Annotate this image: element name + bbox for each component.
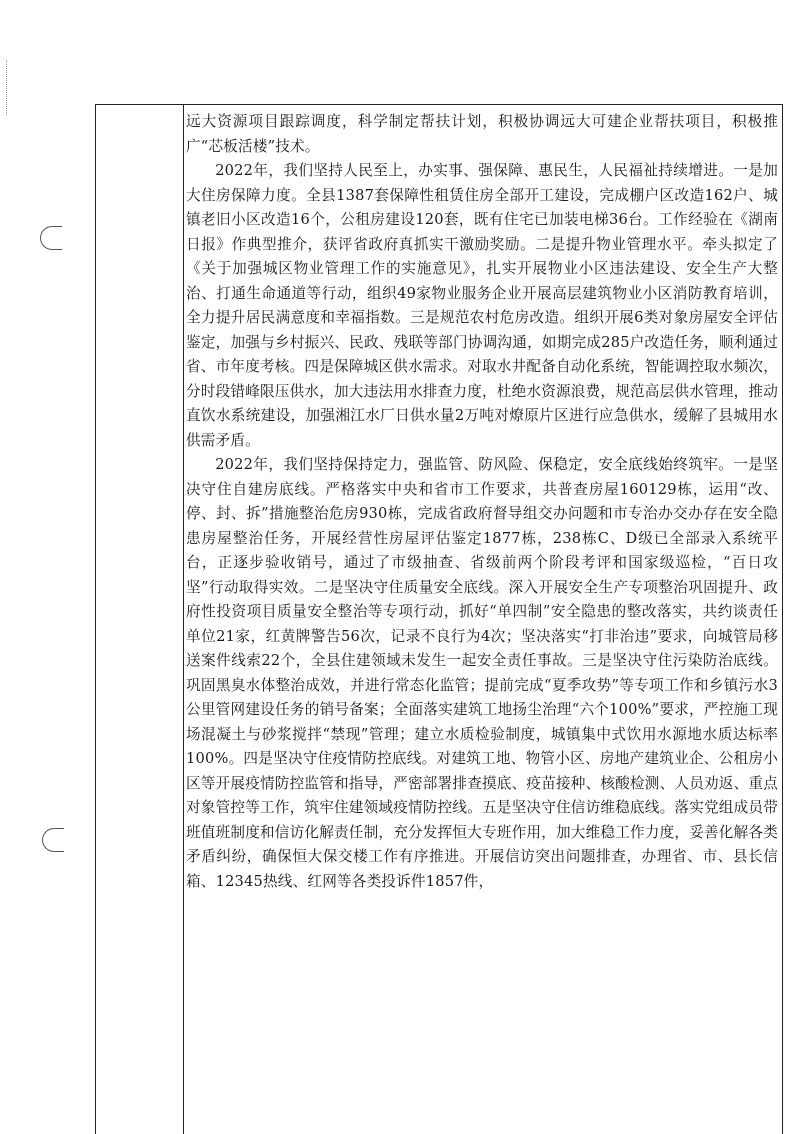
scan-margin-marks (6, 60, 11, 115)
binding-hole-top (40, 226, 62, 250)
document-body (186, 110, 778, 894)
column-divider (183, 104, 184, 1134)
paragraph-housing-security: 2022年，我们坚持人民至上，办实事、强保障、惠民生，人民福祉持续增进。一是加大住房保障力度。全县1387套保障性租赁住房全部开工建设，完成棚户区改造162户、城镇老旧小区改造16个，公租房建设120套，既有住宅已加装电梯36台。工作经验在《湖南日报》作典型推介，获评省政府真抓实干激励奖励。二是提升物业管理水平。牵头拟定了《关于加强城区物业管理工作的实施意见》，扎实开展物业小区违法建设、安全生产大整治、打通生命通道等行动，组织49家物业服务企业开展高层建筑物业小区消防教育培训，全力提升居民满意度和幸福指数。三是规范农村危房改造。组织开展6类对象房屋安全评估鉴定，加强与乡村振兴、民政、残联等部门协调沟通，如期完成285户改造任务，顺利通过省、市年度考核。四是保障城区供水需求。对取水井配备自动化系统，智能调控取水频次，分时段错峰限压供水，加大违法用水排查力度，杜绝水资源浪费，规范高层供水管理，推动直饮水系统建设，加强湘江水厂日供水量2万吨对燎原片区进行应急供水，缓解了县城用水供需矛盾。 (186, 162, 778, 449)
paragraph-safety-bottom-line: 2022年，我们坚持保持定力，强监管、防风险、保稳定，安全底线始终筑牢。一是坚决守住自建房底线。严格落实中央和省市工作要求，共普查房屋160129栋，运用“改、停、封、拆”措施整治危房930栋，完成省政府督导组交办问题和市专治办交办存在安全隐患房屋整治任务，开展经营性房屋评估鉴定1877栋，238栋C、D级已全部录入系统平台，正逐步验收销号，通过了市级抽查、省级前两个阶段考评和国家级巡检，“百日攻坚”行动取得实效。二是坚决守住质量安全底线。深入开展安全生产专项整治巩固提升、政府性投资项目质量安全整治等专项行动，抓好“单四制”安全隐患的整改落实，共约谈责任单位21家，红黄牌警告56次，记录不良行为4次；坚决落实“打非治违”要求，向城管局移送案件线索22个，全县住建领域未发生一起安全责任事故。三是坚决守住污染防治底线。巩固黑臭水体整治成效，并进行常态化监管；提前完成“夏季攻势”等专项工作和乡镇污水3公里管网建设任务的销号备案；全面落实建筑工地扬尘治理“六个100%”要求，严控施工现场混凝土与砂浆搅拌“禁现”管理；建立水质检验制度，城镇集中式饮用水源地水质达标率100%。四是坚决守住疫情防控底线。对建筑工地、物管小区、房地产建筑业企、公租房小区等开展疫情防控监管和指导，严密部署排查摸底、疫苗接种、核酸检测、人员劝返、重点对象管控等工作，筑牢住建领域疫情防控线。五是坚决守住信访维稳底线。落实党组成员带班值班制度和信访化解责任制，充分发挥恒大专班作用，加大维稳工作力度，妥善化解各类矛盾纠纷，确保恒大保交楼工作有序推进。开展信访突出问题排查，办理省、市、县长信箱、12345热线、红网等各类投诉件1857件， (186, 456, 778, 890)
binding-hole-bottom (42, 828, 64, 852)
paragraph-continuation: 远大资源项目跟踪调度，科学制定帮扶计划，积极协调远大可建企业帮扶项目，积极推广“芯板活楼”技术。 (186, 113, 778, 155)
